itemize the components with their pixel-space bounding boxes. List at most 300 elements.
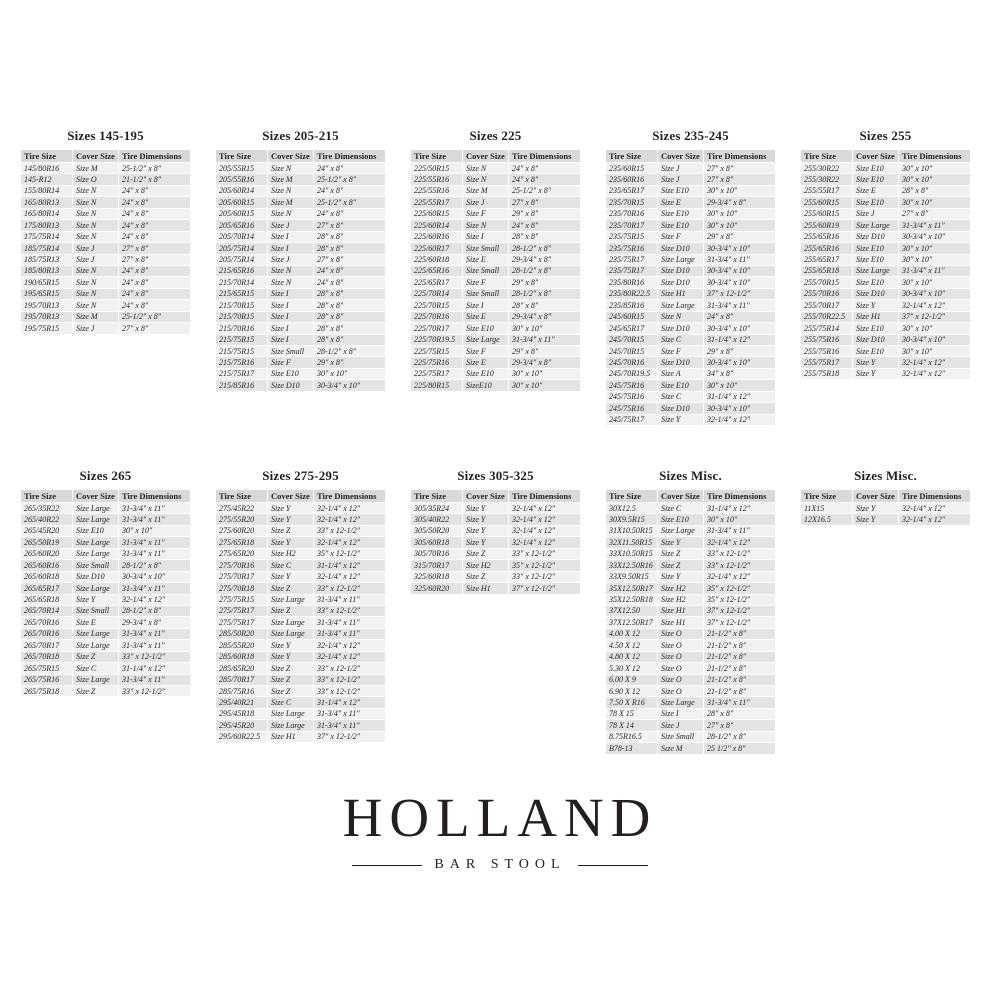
tire-size-cell: 33X9.50R15 [606,571,658,582]
size-table [215,489,386,743]
table-row [21,243,191,254]
tire-dimensions-cell: 28-1/2" x 8" [119,605,191,616]
table-row [411,571,581,582]
cover-size-cell: Size N [73,231,119,242]
column-header: Cover Size [658,150,704,163]
cover-size-cell: Size I [268,323,314,334]
column-header: Tire Dimensions [899,490,971,503]
table-header-row [21,490,191,503]
table-row [411,277,581,288]
table-row [606,514,776,525]
size-table-title: Sizes 225 [469,128,522,143]
table-row [411,300,581,311]
table-row [606,208,776,219]
table-header-row [606,150,776,163]
table-row [21,503,191,514]
tire-size-cell: 155/80R14 [21,185,73,196]
table-row [606,628,776,639]
tire-dimensions-cell: 28-1/2" x 8" [509,288,581,299]
table-row [606,720,776,731]
cover-size-cell: Size Large [73,628,119,639]
tire-size-cell: 195/70R13 [21,311,73,322]
tire-size-cell: 285/75R16 [216,686,268,697]
size-table [410,489,581,595]
table-row [216,300,386,311]
tire-size-cell: 265/50R19 [21,537,73,548]
table-row [411,323,581,334]
tire-dimensions-cell: 35" x 12-1/2" [509,560,581,571]
table-row [411,514,581,525]
cover-size-cell: Size Large [73,674,119,685]
cover-size-cell: Size E10 [853,174,899,185]
table-row [801,208,971,219]
table-row [216,674,386,685]
cover-size-cell: Size Z [268,686,314,697]
tire-dimensions-cell: 30-3/4" x 10" [899,334,971,345]
tire-dimensions-cell: 30" x 10" [704,185,776,196]
table-row [801,163,971,174]
cover-size-cell: Size O [658,628,704,639]
tire-size-cell: 295/45R20 [216,720,268,731]
cover-size-cell: Size Large [73,537,119,548]
tire-dimensions-cell: 24" x 8" [119,208,191,219]
cover-size-cell: Size E [463,311,509,322]
table-header-row [411,150,581,163]
cover-size-cell: Size F [268,357,314,368]
cover-size-cell: Size C [658,503,704,514]
table-row [606,220,776,231]
tire-size-cell: 225/65R16 [411,265,463,276]
tire-size-cell: 255/60R15 [801,208,853,219]
cover-size-cell: Size Large [268,594,314,605]
cover-size-cell: Size O [658,640,704,651]
cover-size-cell: SizeE10 [463,380,509,391]
cover-size-cell: Size E [463,357,509,368]
table-row [21,231,191,242]
tire-size-cell: 285/65R20 [216,663,268,674]
size-table-title: Sizes 145-195 [67,128,144,143]
tire-dimensions-cell: 31-1/4" x 12" [704,334,776,345]
column-header: Tire Dimensions [314,490,386,503]
table-row [216,731,386,742]
table-row [801,368,971,379]
tire-dimensions-cell: 30-3/4" x 10" [704,403,776,414]
tire-size-cell: 235/80R22.5 [606,288,658,299]
cover-size-cell: Size N [268,163,314,174]
column-header: Tire Dimensions [704,490,776,503]
tire-dimensions-cell: 24" x 8" [119,197,191,208]
tire-size-cell: 205/55R16 [216,174,268,185]
cover-size-cell: Size Small [268,346,314,357]
tire-size-cell: 235/65R17 [606,185,658,196]
tire-size-cell: B78-13 [606,743,658,754]
size-table [800,489,971,526]
tire-size-cell: 78 X 14 [606,720,658,731]
table-row [21,514,191,525]
column-header: Tire Size [411,490,463,503]
tire-dimensions-cell: 30" x 10" [704,514,776,525]
tire-dimensions-cell: 25 1/2" x 8" [704,743,776,754]
tire-size-cell: 245/75R16 [606,380,658,391]
cover-size-cell: Size Y [463,514,509,525]
cover-size-cell: Size E10 [658,380,704,391]
table-row [216,697,386,708]
cover-size-cell: Size Y [268,514,314,525]
cover-size-cell: Size Y [268,651,314,662]
cover-size-cell: Size D10 [658,265,704,276]
cover-size-cell: Size Z [73,686,119,697]
size-table-block [800,128,971,380]
brand-logo [0,787,1000,873]
tire-size-cell: 225/70R16 [411,311,463,322]
tire-dimensions-cell: 24" x 8" [119,185,191,196]
size-table [20,489,191,697]
cover-size-cell: Size Y [853,300,899,311]
table-row [606,380,776,391]
cover-size-cell: Size Y [463,537,509,548]
tire-size-cell: 195/70R13 [21,300,73,311]
tire-size-cell: 305/40R22 [411,514,463,525]
table-row [216,346,386,357]
cover-size-cell: Size C [73,663,119,674]
tire-size-cell: 235/70R17 [606,220,658,231]
table-row [801,174,971,185]
table-row [216,525,386,536]
tire-dimensions-cell: 37" x 12-1/2" [899,311,971,322]
tire-dimensions-cell: 31-3/4" x 11" [119,640,191,651]
tire-size-cell: 255/75R16 [801,346,853,357]
table-row [606,288,776,299]
tire-dimensions-cell: 28-1/2" x 8" [704,731,776,742]
tire-size-cell: 325/60R20 [411,583,463,594]
tire-size-cell: 245/65R17 [606,323,658,334]
tire-dimensions-cell: 33" x 12-1/2" [509,548,581,559]
tire-dimensions-cell: 21-1/2" x 8" [704,640,776,651]
tire-size-cell: 165/80R14 [21,208,73,219]
table-row [606,743,776,754]
tire-size-cell: 215/65R15 [216,288,268,299]
tire-dimensions-cell: 21-1/2" x 8" [704,651,776,662]
table-row [411,265,581,276]
table-row [21,197,191,208]
tire-dimensions-cell: 32-1/4" x 12" [509,514,581,525]
tire-dimensions-cell: 28" x 8" [314,231,386,242]
tire-dimensions-cell: 33" x 12-1/2" [314,605,386,616]
cover-size-cell: Size Z [658,548,704,559]
tire-dimensions-cell: 30-3/4" x 10" [704,277,776,288]
cover-size-cell: Size E10 [463,323,509,334]
tire-dimensions-cell: 30" x 10" [899,254,971,265]
table-row [216,288,386,299]
tire-size-cell: 225/75R16 [411,357,463,368]
table-row [606,640,776,651]
tire-size-cell: 265/60R20 [21,548,73,559]
tire-dimensions-cell: 35" x 12-1/2" [704,583,776,594]
tire-dimensions-cell: 32-1/4" x 12" [509,525,581,536]
cover-size-cell: Size M [463,185,509,196]
tire-dimensions-cell: 28-1/2" x 8" [509,265,581,276]
tire-dimensions-cell: 37" x 12-1/2" [314,731,386,742]
table-row [606,651,776,662]
tire-size-cell: 225/70R15 [411,300,463,311]
table-row [21,663,191,674]
tire-size-cell: 185/80R13 [21,265,73,276]
cover-size-cell: Size I [268,300,314,311]
cover-size-cell: Size E10 [853,346,899,357]
tire-dimensions-cell: 37" x 12-1/2" [704,617,776,628]
table-row [606,197,776,208]
table-row [606,663,776,674]
tire-size-cell: 30X12.5 [606,503,658,514]
size-table [20,149,191,335]
cover-size-cell: Size Large [658,525,704,536]
tire-size-cell: 265/75R18 [21,686,73,697]
tire-size-cell: 215/70R14 [216,277,268,288]
tire-dimensions-cell: 33" x 12-1/2" [704,548,776,559]
tire-size-cell: 225/65R17 [411,277,463,288]
size-table [605,149,776,426]
tire-size-cell: 265/65R18 [21,594,73,605]
tire-dimensions-cell: 33" x 12-1/2" [314,674,386,685]
column-header: Tire Dimensions [509,490,581,503]
table-row [606,414,776,425]
cover-size-cell: Size N [463,220,509,231]
tire-dimensions-cell: 24" x 8" [509,220,581,231]
table-row [411,334,581,345]
tire-size-cell: 305/70R16 [411,548,463,559]
cover-size-cell: Size E10 [853,163,899,174]
table-row [411,525,581,536]
size-table-title: Sizes Misc. [659,468,722,483]
table-row [411,548,581,559]
tire-dimensions-cell: 28" x 8" [314,334,386,345]
tire-size-cell: 255/75R16 [801,334,853,345]
table-row [606,674,776,685]
tire-size-cell: 35X12.50R17 [606,583,658,594]
table-row [801,197,971,208]
table-row [801,277,971,288]
column-header: Tire Size [606,150,658,163]
cover-size-cell: Size I [658,708,704,719]
tire-dimensions-cell: 25-1/2" x 8" [509,185,581,196]
tire-size-cell: 205/65R16 [216,220,268,231]
cover-size-cell: Size M [268,197,314,208]
cover-size-cell: Size I [463,231,509,242]
table-row [21,537,191,548]
tire-dimensions-cell: 29-3/4" x 8" [704,197,776,208]
tire-size-cell: 295/60R22.5 [216,731,268,742]
cover-size-cell: Size H2 [268,548,314,559]
tire-dimensions-cell: 29" x 8" [509,277,581,288]
table-row [606,697,776,708]
tire-dimensions-cell: 30" x 10" [899,174,971,185]
tire-dimensions-cell: 32-1/4" x 12" [314,651,386,662]
cover-size-cell: Size J [268,254,314,265]
tire-size-cell: 175/80R13 [21,220,73,231]
table-row [606,617,776,628]
size-table-block [410,468,581,595]
tire-dimensions-cell: 32-1/4" x 12" [119,594,191,605]
table-header-row [411,490,581,503]
column-header: Cover Size [658,490,704,503]
table-row [216,583,386,594]
tire-dimensions-cell: 27" x 8" [119,243,191,254]
tire-dimensions-cell: 30" x 10" [704,220,776,231]
column-header: Cover Size [463,150,509,163]
tire-dimensions-cell: 28" x 8" [314,311,386,322]
cover-size-cell: Size H1 [658,288,704,299]
size-table-block [800,468,971,526]
table-row [216,651,386,662]
table-row [21,571,191,582]
table-row [606,403,776,414]
cover-size-cell: Size H1 [853,311,899,322]
cover-size-cell: Size Large [268,708,314,719]
cover-size-cell: Size D10 [658,403,704,414]
cover-size-cell: Size M [73,163,119,174]
cover-size-cell: Size I [268,311,314,322]
table-header-row [21,150,191,163]
column-header: Tire Dimensions [119,490,191,503]
cover-size-cell: Size Small [658,731,704,742]
tire-size-cell: 265/75R15 [21,663,73,674]
tire-size-cell: 215/70R15 [216,311,268,322]
tire-dimensions-cell: 31-1/4" x 12" [314,697,386,708]
tire-size-cell: 205/60R14 [216,185,268,196]
cover-size-cell: Size O [658,686,704,697]
cover-size-cell: Size E10 [658,185,704,196]
table-row [411,288,581,299]
table-row [216,617,386,628]
cover-size-cell: Size J [658,174,704,185]
tire-size-cell: 35X12.50R18 [606,594,658,605]
size-table-block [20,468,191,697]
tire-size-cell: 315/70R17 [411,560,463,571]
table-row [411,583,581,594]
table-row [801,300,971,311]
table-row [411,231,581,242]
cover-size-cell: Size Large [73,583,119,594]
cover-size-cell: Size N [73,220,119,231]
table-row [606,346,776,357]
tire-size-cell: 205/55R15 [216,163,268,174]
tire-size-cell: 225/55R17 [411,197,463,208]
tire-size-cell: 225/75R17 [411,368,463,379]
tire-dimensions-cell: 31-3/4" x 11" [119,503,191,514]
size-table-block [605,468,776,755]
cover-size-cell: Size H1 [268,731,314,742]
table-row [801,323,971,334]
tire-dimensions-cell: 27" x 8" [704,163,776,174]
column-header: Cover Size [463,490,509,503]
cover-size-cell: Size N [73,185,119,196]
tire-dimensions-cell: 31-3/4" x 11" [899,220,971,231]
table-row [606,277,776,288]
tire-size-cell: 245/70R15 [606,346,658,357]
tire-size-cell: 7.50 X R16 [606,697,658,708]
tire-size-cell: 255/30R22 [801,174,853,185]
tire-size-cell: 255/70R17 [801,300,853,311]
tire-dimensions-cell: 24" x 8" [314,265,386,276]
table-row [216,537,386,548]
tire-dimensions-cell: 33" x 12-1/2" [119,686,191,697]
tire-size-cell: 235/60R16 [606,174,658,185]
size-table-title: Sizes 235-245 [652,128,729,143]
tire-dimensions-cell: 37" x 12-1/2" [704,605,776,616]
cover-size-cell: Size E10 [853,323,899,334]
table-row [21,311,191,322]
cover-size-cell: Size E10 [658,514,704,525]
column-header: Tire Size [216,490,268,503]
cover-size-cell: Size Y [853,357,899,368]
tire-dimensions-cell: 30-3/4" x 10" [704,265,776,276]
cover-size-cell: Size N [658,311,704,322]
size-table [800,149,971,380]
tire-dimensions-cell: 25-1/2" x 8" [314,174,386,185]
table-row [801,503,971,514]
cover-size-cell: Size Small [463,243,509,254]
tire-dimensions-cell: 30" x 10" [899,243,971,254]
tire-size-cell: 145-R12 [21,174,73,185]
cover-size-cell: Size F [463,208,509,219]
cover-size-cell: Size A [658,368,704,379]
table-row [216,628,386,639]
tire-size-cell: 4.50 X 12 [606,640,658,651]
tire-size-cell: 165/80R13 [21,197,73,208]
column-header: Cover Size [853,490,899,503]
tire-size-cell: 255/60R19 [801,220,853,231]
tire-size-cell: 255/75R17 [801,357,853,368]
cover-size-cell: Size F [463,277,509,288]
tire-size-cell: 190/65R15 [21,277,73,288]
cover-size-cell: Size Small [463,288,509,299]
table-row [606,300,776,311]
tire-size-cell: 225/60R16 [411,231,463,242]
tire-dimensions-cell: 28" x 8" [509,300,581,311]
table-row [801,346,971,357]
size-table-title: Sizes 305-325 [457,468,534,483]
tire-size-cell: 31X10.50R15 [606,525,658,536]
tire-dimensions-cell: 32-1/4" x 12" [899,514,971,525]
tire-dimensions-cell: 32-1/4" x 12" [314,503,386,514]
tire-size-cell: 195/75R15 [21,323,73,334]
table-row [606,357,776,368]
cover-size-cell: Size J [268,220,314,231]
table-row [606,605,776,616]
tire-dimensions-cell: 37" x 12-1/2" [509,583,581,594]
tire-dimensions-cell: 27" x 8" [119,323,191,334]
tire-size-cell: 185/75R14 [21,243,73,254]
table-row [216,231,386,242]
table-row [21,300,191,311]
table-row [606,265,776,276]
table-row [411,380,581,391]
table-row [606,525,776,536]
table-row [21,288,191,299]
tire-dimensions-cell: 24" x 8" [119,231,191,242]
table-row [606,254,776,265]
cover-size-cell: Size H2 [463,560,509,571]
column-header: Tire Dimensions [704,150,776,163]
tire-size-cell: 225/55R16 [411,174,463,185]
tire-size-cell: 225/75R15 [411,346,463,357]
table-row [606,548,776,559]
tire-dimensions-cell: 37" x 12-1/2" [704,288,776,299]
tire-dimensions-cell: 29" x 8" [704,346,776,357]
tire-dimensions-cell: 30" x 10" [899,346,971,357]
cover-size-cell: Size H2 [658,583,704,594]
tire-dimensions-cell: 30" x 10" [509,323,581,334]
